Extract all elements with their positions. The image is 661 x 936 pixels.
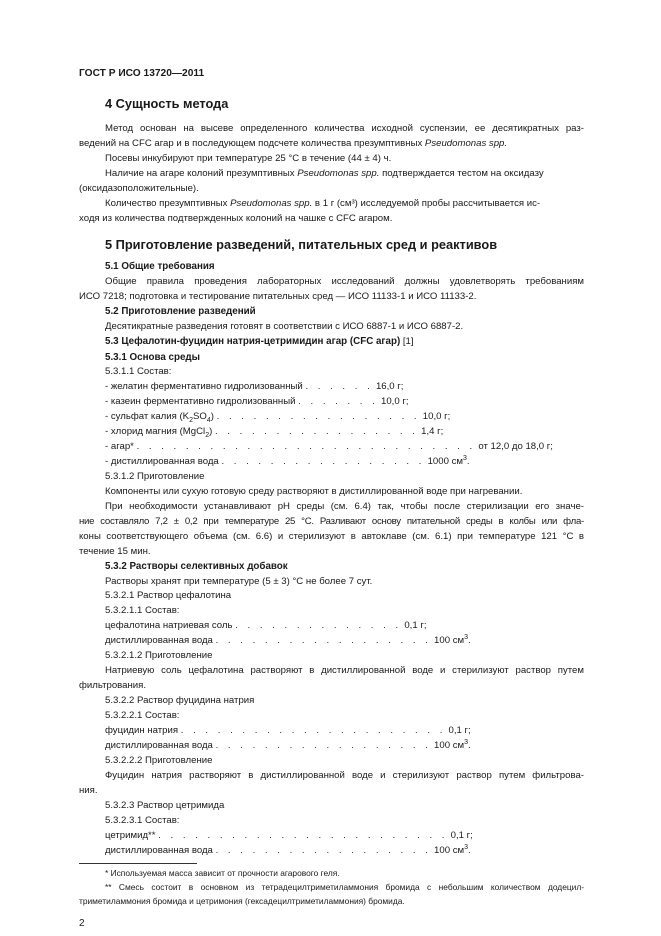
section-4-line-2: ведений на CFC агар и в последующем подсчете количества презумптивных Pseudomonas spp. xyxy=(79,138,508,149)
section-5-3-1-title: 5.3.1 Основа среды xyxy=(105,352,201,363)
preparation-line-2: При необходимости устанавливают pH среды (см. 6.4) так, чтобы после стерилизации его значе- xyxy=(105,501,584,512)
footnote-rule xyxy=(79,863,197,864)
section-5-3-2-3-label: 5.3.2.3 Раствор цетримида xyxy=(105,800,225,811)
cephalothin-prep-line-2: фильтрования. xyxy=(79,680,147,691)
section-5-3-title: 5.3 Цефалотин-фуцидин натрия-цетримидин агар (CFC агар) [1] xyxy=(105,336,414,347)
section-4-line-1: Метод основан на высеве определенного количества исходной суспензии, ее десятикратных раз- xyxy=(105,123,584,134)
section-5-3-1-1-label: 5.3.1.1 Состав: xyxy=(105,366,172,377)
section-5-title: 5 Приготовление разведений, питательных сред и реактивов xyxy=(105,237,498,252)
section-5-3-2-1-label: 5.3.2.1 Раствор цефалотина xyxy=(105,590,232,601)
fusidate-prep-line-1: Фуцидин натрия растворяют в дистиллированной воде и стерилизуют раствор путем фильтрова- xyxy=(105,770,584,781)
section-5-3-2-2-1-label: 5.3.2.2.1 Состав: xyxy=(105,710,180,721)
composition-row-cephalothin-water: дистиллированная вода . . . . . . . . . . . . . . . . . . 100 $см^3$. xyxy=(105,633,471,646)
composition-row-agar: - агар* . . . . . . . . . . . . . . . . . . . . . . . . . . . . от 12,0 до 18,0 г; xyxy=(105,441,553,452)
fusidate-prep-line-2: ния. xyxy=(79,785,98,796)
composition-row-water: - дистиллированная вода . . . . . . . . . . . . . . . . . 1000 $см^3$. xyxy=(105,454,470,467)
section-5-1-line-2: ИСО 7218; подготовка и тестирование питательных сред — ИСО 11133-1 и ИСО 11133-2. xyxy=(79,291,477,302)
section-5-2-text: Десятикратные разведения готовят в соответствии с ИСО 6887-1 и ИСО 6887-2. xyxy=(105,321,464,332)
composition-row-cetrimide: цетримид** . . . . . . . . . . . . . . . . . . . . . . . . 0,1 г; xyxy=(105,830,473,841)
footnote-2-line-1: ** Смесь состоит в основном из тетрадецилтриметиламмония бромида с небольшим количеством додецил- xyxy=(105,882,584,892)
footnote-2-line-2: триметиламмония бромида и цетримония (гексадецилтриметиламмония) бромида. xyxy=(79,896,405,906)
composition-row-casein: - казеин ферментативно гидролизованный . . . . . . . 10,0 г; xyxy=(105,396,409,407)
cephalothin-prep-line-1: Натриевую соль цефалотина растворяют в дистиллированной воде и стерилизуют раствор путем xyxy=(105,665,584,676)
page-number: 2 xyxy=(79,918,85,929)
section-5-1-title: 5.1 Общие требования xyxy=(105,261,215,272)
section-4-line-6: Количество презумптивных Pseudomonas spp. в 1 г (см³) исследуемой пробы рассчитывается ис- xyxy=(105,198,541,209)
section-5-2-title: 5.2 Приготовление разведений xyxy=(105,306,256,317)
composition-row-cetrimide-water: дистиллированная вода . . . . . . . . . . . . . . . . . . 100 $см^3$. xyxy=(105,843,471,856)
section-4-line-7: ходя из количества подтвержденных колоний на чашке с CFC агаром. xyxy=(79,213,393,224)
section-4-title: 4 Сущность метода xyxy=(105,96,229,111)
section-4-line-3: Посевы инкубируют при температуре 25 °С в течение (44 ± 4) ч. xyxy=(105,153,392,164)
section-5-3-2-2-2-label: 5.3.2.2.2 Приготовление xyxy=(105,755,213,766)
section-4-line-5: (оксидазоположительные). xyxy=(79,183,199,194)
section-4-line-4: Наличие на агаре колоний презумптивных Pseudomonas spp. подтверждается тестом на оксидазу xyxy=(105,168,544,179)
section-5-3-2-1-2-label: 5.3.2.1.2 Приготовление xyxy=(105,650,213,661)
preparation-line-3: ние составляло 7,2 ± 0,2 при температуре 25 °С. Разливают основу питательной среды в колбы или флa- xyxy=(79,516,584,527)
section-5-3-2-3-1-label: 5.3.2.3.1 Состав: xyxy=(105,815,180,826)
preparation-line-4: коны соответствующего объема (см. 6.6) и стерилизуют в автоклаве (см. 6.1) при температуре 121 °С в xyxy=(79,531,584,542)
section-5-3-2-1-1-label: 5.3.2.1.1 Состав: xyxy=(105,605,180,616)
section-5-3-2-2-label: 5.3.2.2 Раствор фуцидина натрия xyxy=(105,695,255,706)
composition-row-fusidate-water: дистиллированная вода . . . . . . . . . . . . . . . . . . 100 $см^3$. xyxy=(105,738,471,751)
section-5-3-2-title: 5.3.2 Растворы селективных добавок xyxy=(105,561,288,572)
composition-row-gelatin: - желатин ферментативно гидролизованный . . . . . . 16,0 г; xyxy=(105,381,404,392)
document-id: ГОСТ Р ИСО 13720—2011 xyxy=(79,68,205,79)
footnote-1: * Используемая масса зависит от прочности агарового геля. xyxy=(105,868,340,878)
preparation-line-5: течение 15 мин. xyxy=(79,546,151,557)
section-5-3-1-2-label: 5.3.1.2 Приготовление xyxy=(105,471,205,482)
section-5-3-2-text: Растворы хранят при температуре (5 ± 3) °С не более 7 сут. xyxy=(105,576,373,587)
composition-row-potassium-sulfate: - сульфат калия $(K_2SO_4)$ . . . . . . . . . . . . . . . . . 10,0 г; xyxy=(105,411,451,424)
composition-row-fusidate: фуцидин натрия . . . . . . . . . . . . . . . . . . . . . . 0,1 г; xyxy=(105,725,471,736)
section-5-1-line-1: Общие правила проведения лабораторных исследований должны удовлетворять требованиям xyxy=(105,276,584,287)
composition-row-cephalothin-salt: цефалотина натриевая соль . . . . . . . . . . . . . . 0,1 г; xyxy=(105,620,427,631)
composition-row-magnesium-chloride: - хлорид магния (MgCl$_2$) . . . . . . . . . . . . . . . . . 1,4 г; xyxy=(105,426,444,439)
preparation-line-1: Компоненты или сухую готовую среду растворяют в дистиллированной воде при нагревании. xyxy=(105,486,523,497)
